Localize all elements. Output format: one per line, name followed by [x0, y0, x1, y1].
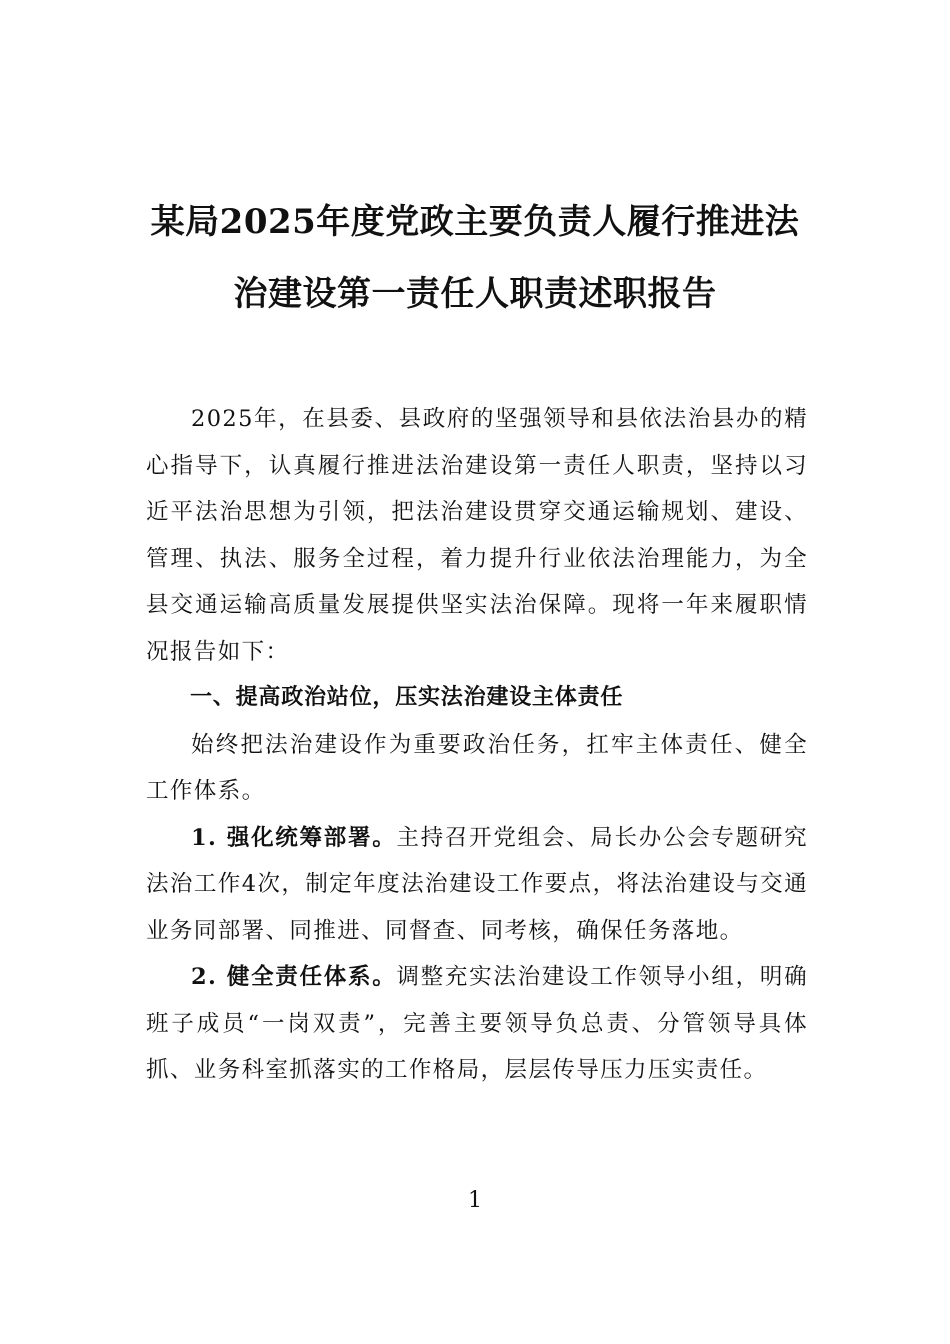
section-1-item-1 — [146, 815, 808, 955]
document-title — [140, 186, 810, 330]
item-2-lead: 2. 健全责任体系。 — [191, 964, 397, 990]
section-1-item-2 — [146, 954, 808, 1094]
intro-paragraph: 2025年，在县委、县政府的坚强领导和县依法治县办的精心指导下，认真履行推进法治建设第一责任人职责，坚持以习近平法治思想为引领，把法治建设贯穿交通运输规划、建设、管理、执法、服务全过程，着力提升行业依法治理能力，为全县交通运输高质量发展提供坚实法治保障。现将一年来履职情况报告如下： — [146, 406, 808, 665]
title-line-2: 治建设第一责任人职责述职报告 — [233, 274, 717, 314]
document-body — [146, 396, 808, 1094]
title-line-1: 某局2025年度党政主要负责人履行推进法 — [150, 202, 800, 242]
item-2-text: 调整充实法治建设工作领导小组，明确班子成员“一岗双责”，完善主要领导负总责、分管领导具体抓、业务科室抓落实的工作格局，层层传导压力压实责任。 — [146, 964, 808, 1083]
item-1-text: 主持召开党组会、局长办公会专题研究法治工作4次，制定年度法治建设工作要点，将法治建设与交通业务同部署、同推进、同督查、同考核，确保任务落地。 — [146, 824, 808, 944]
page-number: 1 — [468, 1188, 482, 1213]
section-1-heading: 一、提高政治站位，压实法治建设主体责任 — [190, 685, 624, 710]
section-1-summary: 始终把法治建设作为重要政治任务，扛牢主体责任、健全工作体系。 — [146, 731, 808, 804]
item-1-lead: 1. 强化统筹部署。 — [191, 824, 397, 851]
